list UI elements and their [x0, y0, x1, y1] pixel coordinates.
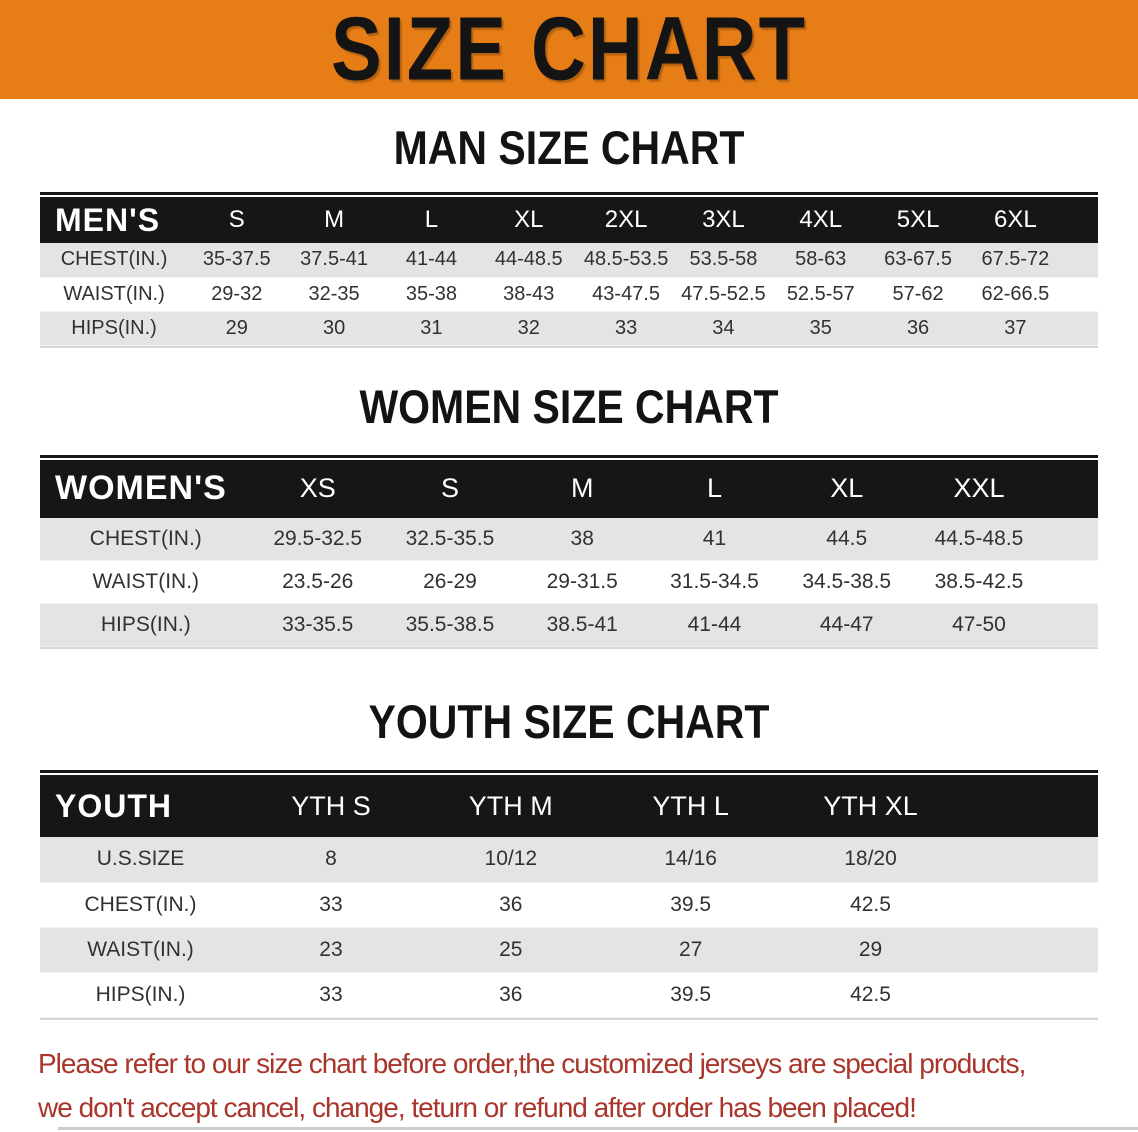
- column-header: 5XL: [869, 197, 966, 243]
- size-value: 37: [1004, 316, 1027, 339]
- column-header: M: [285, 197, 382, 243]
- size-value: 47-50: [952, 613, 1006, 636]
- size-value: 36: [499, 892, 523, 916]
- spacer-cell: [1064, 277, 1098, 311]
- table-row: [40, 311, 1098, 345]
- size-value: 26-29: [423, 570, 477, 593]
- size-value: 41-44: [687, 613, 742, 636]
- spacer-cell: [960, 775, 1098, 837]
- table-row: [40, 882, 1098, 927]
- spacer-cell: [960, 972, 1098, 1017]
- size-value: 25: [499, 937, 523, 961]
- table-row: [40, 243, 1098, 277]
- disclaimer-line-2: we don't accept cancel, change, teturn or refund after order has been placed!: [38, 1092, 916, 1124]
- column-header: YTH XL: [781, 775, 961, 837]
- column-header: XL: [781, 460, 913, 518]
- size-value: 44.5: [826, 526, 868, 550]
- size-value: 34: [712, 316, 735, 339]
- size-value: 34.5-38.5: [802, 570, 892, 593]
- youth-size-table-wrap: [40, 770, 1098, 1020]
- size-value: 36: [906, 316, 930, 339]
- size-value: 35.5-38.5: [405, 613, 495, 636]
- column-header: YTH L: [601, 775, 781, 837]
- column-header: S: [188, 197, 285, 243]
- size-value: 29: [225, 316, 248, 339]
- page-title: SIZE CHART: [331, 0, 807, 100]
- size-value: 27: [678, 937, 703, 961]
- spacer-cell: [1064, 311, 1098, 345]
- row-label: HIPS(IN.): [100, 613, 191, 636]
- youth-section-heading: YOUTH SIZE CHART: [368, 695, 770, 749]
- size-value: 32: [517, 316, 540, 339]
- spacer-cell: [1045, 518, 1098, 561]
- size-value: 41: [702, 526, 727, 550]
- size-value: 58-63: [795, 248, 847, 271]
- men-size-section: [0, 121, 1138, 348]
- column-header: 6XL: [967, 197, 1064, 243]
- size-value: 8: [325, 847, 337, 871]
- size-value: 44.5-48.5: [934, 526, 1024, 550]
- table-title-cell: WOMEN'S: [40, 460, 252, 518]
- table-title-cell: YOUTH: [40, 775, 241, 837]
- row-label: HIPS(IN.): [95, 982, 186, 1006]
- row-label: CHEST(IN.): [60, 248, 168, 271]
- size-value: 38.5-41: [546, 613, 618, 636]
- women-size-table: [40, 460, 1098, 648]
- size-value: 31.5-34.5: [670, 570, 759, 593]
- size-value: 41-44: [405, 248, 457, 271]
- size-value: 29: [858, 937, 883, 961]
- spacer-cell: [1045, 460, 1098, 518]
- row-label: WAIST(IN.): [87, 937, 194, 961]
- table-title-cell: MEN'S: [40, 197, 188, 243]
- size-value: 57-62: [892, 282, 944, 305]
- table-row: [40, 277, 1098, 311]
- size-value: 48.5-53.5: [583, 248, 669, 271]
- size-value: 33-35.5: [282, 613, 354, 636]
- column-header: YTH S: [241, 775, 421, 837]
- row-label: CHEST(IN.): [89, 526, 202, 550]
- column-header: XXL: [913, 460, 1045, 518]
- size-value: 14/16: [664, 847, 717, 871]
- size-value: 39.5: [670, 982, 712, 1006]
- column-header: L: [383, 197, 480, 243]
- size-value: 33: [319, 892, 343, 916]
- youth-size-section: [0, 695, 1138, 1020]
- size-value: 23.5-26: [282, 570, 354, 593]
- size-value: 43-47.5: [592, 282, 660, 305]
- women-section-heading: WOMEN SIZE CHART: [359, 379, 779, 433]
- bottom-edge-line: [58, 1127, 1138, 1130]
- row-label: WAIST(IN.): [63, 282, 165, 305]
- youth-size-table: [40, 775, 1098, 1018]
- table-row: [40, 561, 1098, 604]
- column-header: M: [516, 460, 648, 518]
- spacer-cell: [1064, 197, 1098, 243]
- size-value: 44-47: [819, 613, 874, 636]
- column-header: XL: [480, 197, 577, 243]
- size-value: 42.5: [850, 982, 891, 1006]
- column-header: 2XL: [577, 197, 674, 243]
- table-header-row: [40, 775, 1098, 837]
- women-size-section: [0, 379, 1138, 650]
- size-value: 35: [809, 316, 832, 339]
- size-value: 18/20: [844, 847, 897, 871]
- size-value: 32-35: [308, 282, 360, 305]
- column-header: 3XL: [675, 197, 772, 243]
- banner: [0, 0, 1138, 99]
- size-value: 38: [570, 526, 594, 550]
- size-value: 33: [614, 316, 638, 339]
- size-value: 62-66.5: [981, 282, 1050, 305]
- disclaimer-line-1: Please refer to our size chart before order,the customized jerseys are special products,: [38, 1047, 1026, 1079]
- size-value: 47.5-52.5: [681, 282, 766, 305]
- size-value: 36: [499, 982, 523, 1006]
- size-value: 29.5-32.5: [273, 526, 363, 550]
- size-value: 33: [319, 982, 343, 1006]
- size-value: 53.5-58: [689, 248, 758, 271]
- size-value: 30: [322, 316, 346, 339]
- size-value: 32.5-35.5: [405, 526, 495, 550]
- column-header: L: [648, 460, 780, 518]
- size-value: 38.5-42.5: [934, 570, 1024, 593]
- disclaimer-text: [38, 1042, 1138, 1132]
- size-value: 35-38: [405, 282, 457, 305]
- spacer-cell: [960, 927, 1098, 972]
- table-row: [40, 927, 1098, 972]
- size-value: 23: [319, 937, 343, 961]
- men-size-table: [40, 197, 1098, 346]
- size-value: 67.5-72: [981, 248, 1050, 271]
- spacer-cell: [1045, 604, 1098, 647]
- size-value: 39.5: [670, 892, 712, 916]
- spacer-cell: [960, 837, 1098, 882]
- table-row: [40, 972, 1098, 1017]
- row-label: HIPS(IN.): [71, 316, 157, 339]
- table-header-row: [40, 460, 1098, 518]
- table-header-row: [40, 197, 1098, 243]
- men-size-table-wrap: [40, 192, 1098, 348]
- table-row: [40, 518, 1098, 561]
- spacer-cell: [960, 882, 1098, 927]
- row-label: WAIST(IN.): [92, 570, 200, 593]
- size-value: 52.5-57: [786, 282, 855, 305]
- size-value: 35-37.5: [202, 248, 271, 271]
- size-value: 29-31.5: [546, 570, 618, 593]
- size-value: 63-67.5: [884, 248, 952, 271]
- size-value: 44-48.5: [494, 248, 563, 271]
- column-header: YTH M: [421, 775, 601, 837]
- women-size-table-wrap: [40, 455, 1098, 650]
- size-value: 37.5-41: [300, 248, 369, 271]
- spacer-cell: [1045, 561, 1098, 604]
- size-value: 31: [420, 316, 443, 339]
- row-label: U.S.SIZE: [96, 847, 185, 871]
- row-label: CHEST(IN.): [84, 892, 197, 916]
- column-header: XS: [252, 460, 384, 518]
- size-value: 42.5: [850, 892, 891, 916]
- men-section-heading: MAN SIZE CHART: [393, 121, 745, 175]
- column-header: S: [384, 460, 516, 518]
- size-value: 38-43: [503, 282, 555, 305]
- size-value: 10/12: [484, 847, 538, 871]
- size-value: 29-32: [211, 282, 263, 305]
- table-row: [40, 837, 1098, 882]
- table-row: [40, 604, 1098, 647]
- spacer-cell: [1064, 243, 1098, 277]
- column-header: 4XL: [772, 197, 869, 243]
